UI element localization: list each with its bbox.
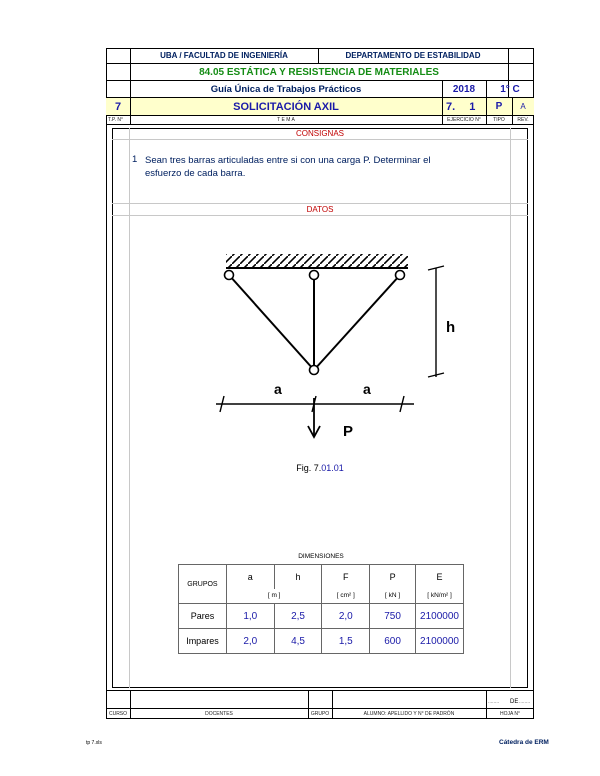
dim-a-left-label: a — [274, 381, 282, 397]
dims-col-a: a — [226, 565, 274, 589]
footer-curso: CURSO — [108, 711, 128, 717]
footer-grupo: GRUPO — [310, 711, 330, 717]
dims-unit-knm2: [ kN/m² ] — [415, 589, 463, 604]
label-tipo: TIPO — [493, 117, 505, 123]
course-title: 84.05 ESTÁTICA Y RESISTENCIA DE MATERIALES — [199, 66, 439, 78]
consignas-title: CONSIGNAS — [295, 129, 344, 138]
exercise-chapter: 7. — [446, 100, 456, 113]
dim-h-label: h — [446, 319, 456, 336]
header-row-2 — [106, 64, 534, 81]
dims-col-P: P — [370, 565, 416, 589]
header-labels-row — [106, 116, 534, 125]
dims-cell: 2,0 — [226, 629, 274, 654]
dims-col-F: F — [322, 565, 370, 589]
dims-cell: 1,0 — [226, 604, 274, 629]
hinge-right — [396, 271, 405, 280]
header-row-3 — [106, 81, 534, 98]
header-row-1 — [106, 48, 534, 64]
dims-cell: 2100000 — [415, 604, 463, 629]
consigna-text-line-1: Sean tres barras articuladas entre si con una carga P. Determinar el — [145, 155, 431, 166]
dims-col-h: h — [274, 565, 322, 589]
dims-row-pares — [179, 604, 464, 629]
dims-group-header: GRUPOS — [179, 565, 227, 604]
dims-col-E: E — [415, 565, 463, 589]
truss-figure — [200, 240, 470, 450]
catedra-label: Cátedra de ERM — [499, 739, 549, 746]
label-rev: REV. — [517, 117, 529, 123]
dimensions-title: DIMENSIONES — [298, 553, 344, 560]
dims-unit-cm2: [ cm² ] — [322, 589, 370, 604]
term: 1° C — [500, 83, 520, 95]
footer-row-2 — [106, 708, 534, 719]
load-label: P — [343, 423, 354, 440]
dims-unit-m: [ m ] — [226, 589, 322, 604]
label-ejercicio: EJERCICIO N° — [447, 117, 481, 123]
footer-dots-right: ........ — [519, 699, 531, 705]
dims-cell: 600 — [370, 629, 416, 654]
footer-dots-left: ........ — [488, 699, 500, 705]
dims-group-pares: Pares — [179, 604, 227, 629]
dims-cell: 2,0 — [322, 604, 370, 629]
year: 2018 — [452, 83, 476, 95]
dims-header-row — [179, 565, 464, 589]
file-name: tp 7.xls — [86, 740, 102, 746]
dims-group-impares: Impares — [179, 629, 227, 654]
datos-title: DATOS — [306, 205, 334, 214]
bar-right — [314, 275, 400, 370]
hinge-bottom — [310, 366, 319, 375]
hinge-center — [310, 271, 319, 280]
guide-title: Guía Única de Trabajos Prácticos — [210, 83, 362, 95]
dimensions-table — [178, 564, 464, 654]
label-tp: T.P. N° — [108, 117, 123, 123]
footer-hoja: HOJA N° — [499, 711, 521, 717]
footer-de: DE — [510, 699, 519, 705]
dim-a-right-label: a — [363, 381, 371, 397]
revision: A — [520, 102, 526, 111]
dims-cell: 4,5 — [274, 629, 322, 654]
consigna-text-line-2: esfuerzo de cada barra. — [145, 168, 246, 179]
dims-unit-kn: [ kN ] — [370, 589, 416, 604]
exercise-type: P — [495, 101, 503, 112]
consigna-text — [145, 154, 431, 180]
consigna-item-number: 1 — [132, 154, 138, 165]
tp-number: 7 — [114, 100, 122, 113]
figure-caption — [112, 463, 528, 473]
footer-docentes: DOCENTES — [205, 711, 233, 717]
dims-cell: 750 — [370, 604, 416, 629]
department-label: DEPARTAMENTO DE ESTABILIDAD — [345, 51, 481, 60]
dims-cell: 1,5 — [322, 629, 370, 654]
footer-row-1 — [106, 690, 534, 708]
caption-prefix: Fig. 7. — [296, 463, 322, 473]
support-hatching — [226, 254, 408, 267]
bar-left — [229, 275, 314, 370]
dims-cell: 2,5 — [274, 604, 322, 629]
dims-cell: 2100000 — [415, 629, 463, 654]
topic-title: SOLICITACIÓN AXIL — [233, 100, 339, 113]
exercise-number: 1 — [469, 100, 476, 113]
label-tema: T E M A — [277, 117, 295, 123]
hinge-left — [225, 271, 234, 280]
university-label: UBA / FACULTAD DE INGENIERÍA — [160, 51, 288, 60]
header-row-4 — [106, 98, 534, 116]
footer-alumno: ALUMNO: APELLIDO Y N° DE PADRÓN — [363, 711, 455, 717]
dims-row-impares — [179, 629, 464, 654]
caption-suffix: 01.01 — [321, 463, 344, 473]
